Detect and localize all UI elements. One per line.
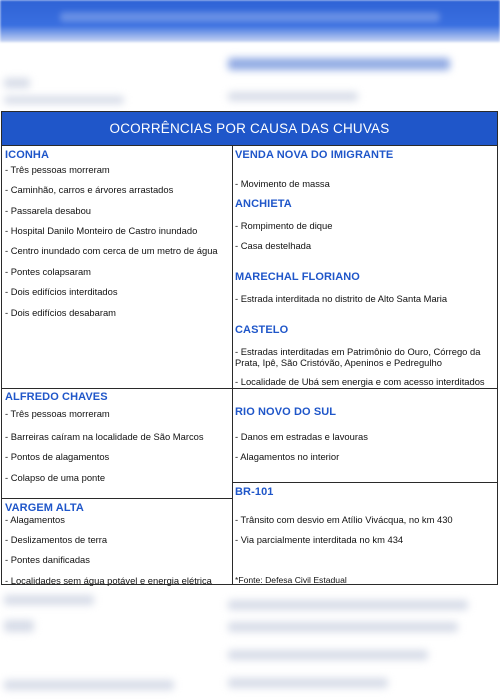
- list-item: - Três pessoas morreram: [5, 408, 110, 419]
- list-item: - Dois edifícios desabaram: [5, 307, 116, 318]
- row-divider: [232, 482, 497, 483]
- list-item: - Passarela desabou: [5, 205, 91, 216]
- section-title-iconha: ICONHA: [5, 149, 49, 161]
- list-item: - Estrada interditada no distrito de Alto Santa Maria: [235, 293, 448, 304]
- list-item: - Pontos de alagamentos: [5, 451, 110, 462]
- list-item: - Alagamentos no interior: [235, 451, 340, 462]
- row-divider: [2, 145, 497, 146]
- list-item: - Pontes danificadas: [5, 554, 90, 565]
- blurred-block: [228, 650, 428, 660]
- row-divider: [232, 388, 497, 389]
- section-title-venda-nova: VENDA NOVA DO IMIGRANTE: [235, 149, 394, 161]
- row-divider: [2, 388, 232, 389]
- blurred-block: [228, 92, 358, 101]
- blurred-block: [228, 600, 468, 610]
- list-item: - Danos em estradas e lavouras: [235, 431, 368, 442]
- list-item: - Deslizamentos de terra: [5, 534, 108, 545]
- list-item: - Dois edifícios interditados: [5, 286, 118, 297]
- list-item: - Localidade de Ubá sem energia e com acesso interditados: [235, 376, 485, 387]
- blurred-block: [228, 678, 388, 688]
- list-item: - Localidades sem água potável e energia elétrica: [5, 575, 212, 586]
- row-divider: [2, 498, 232, 499]
- list-item: - Três pessoas morreram: [5, 164, 110, 175]
- list-item: - Colapso de uma ponte: [5, 472, 106, 483]
- blurred-header-bar: [0, 0, 500, 42]
- list-item: - Via parcialmente interditada no km 434: [235, 534, 404, 545]
- blurred-block: [4, 96, 124, 104]
- table-banner: OCORRÊNCIAS POR CAUSA DAS CHUVAS: [2, 112, 497, 145]
- blurred-header-stripe: [60, 12, 440, 22]
- section-title-anchieta: ANCHIETA: [235, 198, 292, 210]
- blurred-block: [4, 595, 94, 605]
- column-divider: [232, 145, 233, 584]
- list-item: - Movimento de massa: [235, 178, 330, 189]
- blurred-block: [4, 620, 34, 632]
- section-title-alfredo-chaves: ALFREDO CHAVES: [5, 391, 108, 403]
- blurred-block: [228, 622, 458, 632]
- section-title-rio-novo-do-sul: RIO NOVO DO SUL: [235, 406, 337, 418]
- section-title-castelo: CASTELO: [235, 324, 289, 336]
- section-title-marechal-floriano: MARECHAL FLORIANO: [235, 271, 360, 283]
- list-item: - Hospital Danilo Monteiro de Castro inundado: [5, 225, 198, 236]
- list-item: - Alagamentos: [5, 514, 65, 525]
- list-item: - Pontes colapsaram: [5, 266, 91, 277]
- blurred-block: [4, 680, 174, 690]
- list-item: - Rompimento de dique: [235, 220, 333, 231]
- list-item: - Centro inundado com cerca de um metro de água: [5, 245, 218, 256]
- list-item: - Caminhão, carros e árvores arrastados: [5, 184, 174, 195]
- occurrences-table: [1, 111, 498, 585]
- list-item: - Trânsito com desvio em Atílio Vivácqua, no km 430: [235, 514, 453, 525]
- list-item: - Casa destelhada: [235, 240, 312, 251]
- blurred-block: [4, 78, 30, 88]
- list-item: - Estradas interditadas em Patrimônio do Ouro, Córrego da Prata, Ipê, São Cristóvão, Apeninos e Pedregulho: [235, 346, 481, 368]
- blurred-block: [228, 58, 450, 70]
- section-title-vargem-alta: VARGEM ALTA: [5, 502, 84, 514]
- section-title-br-101: BR-101: [235, 486, 274, 498]
- list-item: - Barreiras caíram na localidade de São Marcos: [5, 431, 204, 442]
- source-note: *Fonte: Defesa Civil Estadual: [235, 575, 347, 585]
